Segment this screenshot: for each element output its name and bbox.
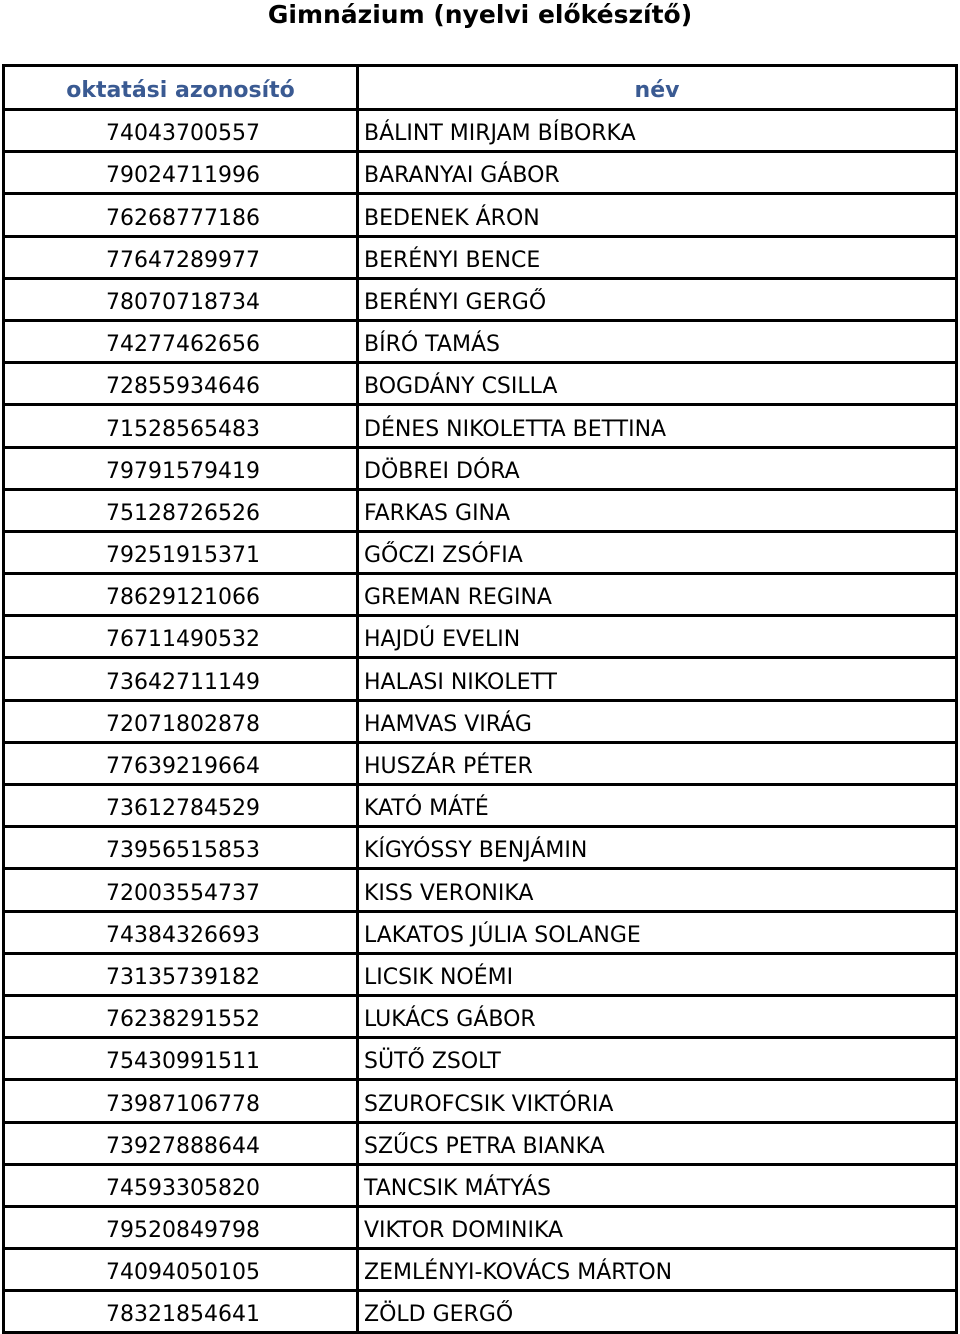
table-row (4, 489, 957, 531)
page-title: Gimnázium (nyelvi előkészítő) (267, 0, 693, 29)
student-name-cell: BEDENEK ÁRON (358, 194, 957, 236)
table-row (4, 911, 957, 953)
student-name-cell: SZŰCS PETRA BIANKA (358, 1122, 957, 1164)
table-row (4, 574, 957, 616)
student-name-cell: HALASI NIKOLETT (358, 658, 957, 700)
table-row (4, 1164, 957, 1206)
education-id-cell: 73642711149 (4, 658, 358, 700)
education-id-cell: 74593305820 (4, 1164, 358, 1206)
education-id-cell: 76268777186 (4, 194, 358, 236)
student-name-cell: LUKÁCS GÁBOR (358, 995, 957, 1037)
education-id-cell: 75128726526 (4, 489, 358, 531)
table-row (4, 658, 957, 700)
education-id-cell: 76238291552 (4, 995, 358, 1037)
table-row (4, 1249, 957, 1291)
student-name-cell: SZUROFCSIK VIKTÓRIA (358, 1080, 957, 1122)
education-id-cell: 77639219664 (4, 742, 358, 784)
education-id-cell: 72071802878 (4, 700, 358, 742)
education-id-cell: 79024711996 (4, 152, 358, 194)
student-name-cell: ZEMLÉNYI-KOVÁCS MÁRTON (358, 1249, 957, 1291)
education-id-cell: 78629121066 (4, 574, 358, 616)
table-row (4, 531, 957, 573)
student-name-cell: DÖBREI DÓRA (358, 447, 957, 489)
student-name-cell: HUSZÁR PÉTER (358, 742, 957, 784)
table-row (4, 194, 957, 236)
education-id-cell: 71528565483 (4, 405, 358, 447)
student-name-cell: KÍGYÓSSY BENJÁMIN (358, 827, 957, 869)
student-name-cell: BARANYAI GÁBOR (358, 152, 957, 194)
table-header (4, 66, 957, 110)
table-row (4, 278, 957, 320)
education-id-cell: 73987106778 (4, 1080, 358, 1122)
education-id-cell: 75430991511 (4, 1038, 358, 1080)
education-id-cell: 78321854641 (4, 1291, 358, 1333)
education-id-cell: 73956515853 (4, 827, 358, 869)
student-name-cell: ZÖLD GERGŐ (358, 1291, 957, 1333)
education-id-cell: 72003554737 (4, 869, 358, 911)
student-name-cell: BERÉNYI GERGŐ (358, 278, 957, 320)
table-row (4, 1122, 957, 1164)
student-name-cell: BOGDÁNY CSILLA (358, 363, 957, 405)
student-name-cell: BERÉNYI BENCE (358, 236, 957, 278)
table-row (4, 995, 957, 1037)
education-id-cell: 79791579419 (4, 447, 358, 489)
table-row (4, 700, 957, 742)
table-row (4, 827, 957, 869)
student-name-cell: FARKAS GINA (358, 489, 957, 531)
student-name-cell: SÜTŐ ZSOLT (358, 1038, 957, 1080)
student-name-cell: HAJDÚ EVELIN (358, 616, 957, 658)
education-id-cell: 73135739182 (4, 953, 358, 995)
education-id-cell: 76711490532 (4, 616, 358, 658)
education-id-cell: 79520849798 (4, 1206, 358, 1248)
education-id-cell: 74043700557 (4, 110, 358, 152)
table-body (4, 110, 957, 1333)
table-row (4, 616, 957, 658)
column-header-id: oktatási azonosító (4, 66, 358, 110)
education-id-cell: 74384326693 (4, 911, 358, 953)
table-row (4, 236, 957, 278)
student-name-cell: KISS VERONIKA (358, 869, 957, 911)
education-id-cell: 74094050105 (4, 1249, 358, 1291)
table-row (4, 1038, 957, 1080)
header-row (4, 66, 957, 110)
student-name-cell: GREMAN REGINA (358, 574, 957, 616)
table-row (4, 405, 957, 447)
table-row (4, 1206, 957, 1248)
education-id-cell: 79251915371 (4, 531, 358, 573)
table-row (4, 785, 957, 827)
table-row (4, 869, 957, 911)
student-name-cell: HAMVAS VIRÁG (358, 700, 957, 742)
column-header-name: név (358, 66, 957, 110)
student-name-cell: VIKTOR DOMINIKA (358, 1206, 957, 1248)
table-row (4, 742, 957, 784)
student-name-cell: KATÓ MÁTÉ (358, 785, 957, 827)
student-name-cell: BÍRÓ TAMÁS (358, 320, 957, 362)
education-id-cell: 73612784529 (4, 785, 358, 827)
table-row (4, 447, 957, 489)
table-row (4, 363, 957, 405)
education-id-cell: 77647289977 (4, 236, 358, 278)
student-name-cell: GŐCZI ZSÓFIA (358, 531, 957, 573)
student-name-cell: LAKATOS JÚLIA SOLANGE (358, 911, 957, 953)
student-name-cell: DÉNES NIKOLETTA BETTINA (358, 405, 957, 447)
table-row (4, 1080, 957, 1122)
table-row (4, 953, 957, 995)
education-id-cell: 73927888644 (4, 1122, 358, 1164)
table-row (4, 320, 957, 362)
student-table (2, 64, 958, 1334)
table-row (4, 110, 957, 152)
education-id-cell: 78070718734 (4, 278, 358, 320)
student-name-cell: LICSIK NOÉMI (358, 953, 957, 995)
education-id-cell: 74277462656 (4, 320, 358, 362)
student-name-cell: BÁLINT MIRJAM BÍBORKA (358, 110, 957, 152)
education-id-cell: 72855934646 (4, 363, 358, 405)
table-row (4, 152, 957, 194)
table-row (4, 1291, 957, 1333)
student-name-cell: TANCSIK MÁTYÁS (358, 1164, 957, 1206)
